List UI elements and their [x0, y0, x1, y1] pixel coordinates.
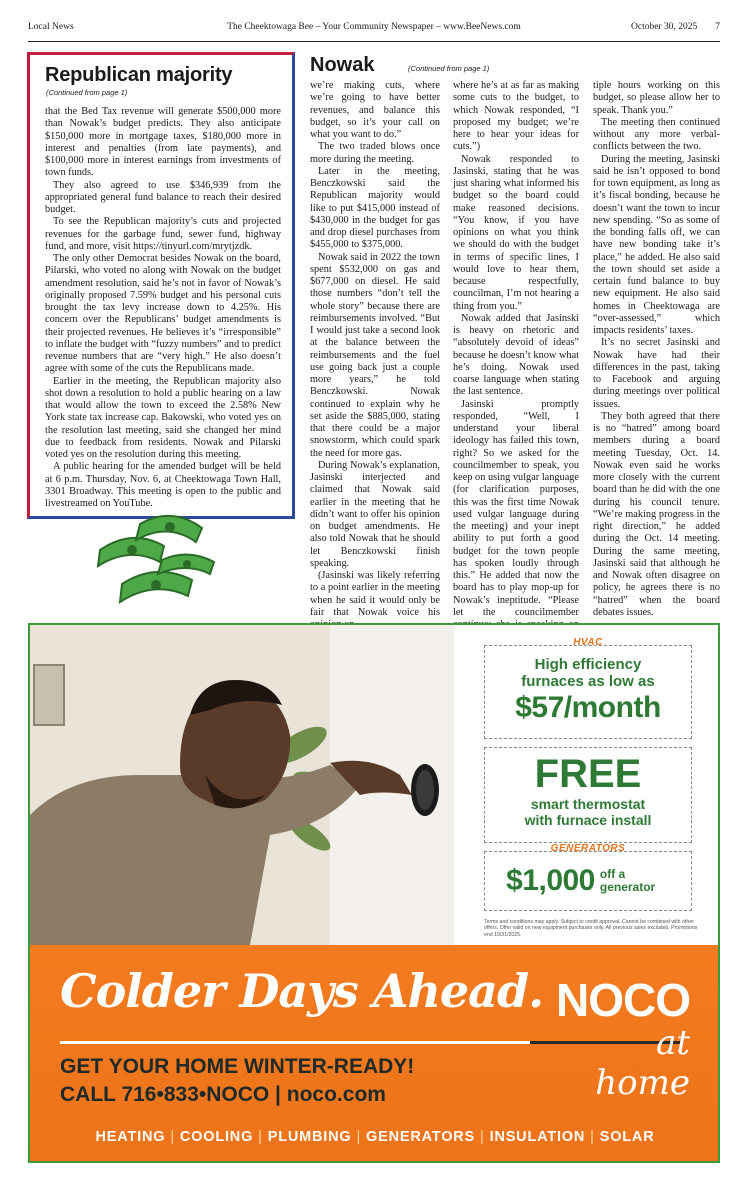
republican-continued: (Continued from page 1): [46, 88, 128, 97]
slogan-underline: [60, 1041, 530, 1044]
nowak-column-2: [453, 80, 579, 668]
paragraph: Later in the meeting, Benczkowski said the Republican majority would like to put $415,000 instead of $430,000 in the budget for gas and drop diesel purchases from $455,000 to $375,000.: [310, 165, 440, 251]
paragraph: Nowak added that Jasinski is heavy on rhetoric and “absolutely devoid of ideas” because he doesn’t know what he’s doing. Nowak used coarse language when stating the last sentence.: [453, 312, 579, 398]
terms-text: Terms and conditions may apply. Subject to credit approval. Cannot be combined with other offers. Offer valid on new equipment purchases only. All previous sales excluded. Promotions end 10/31/2025.: [484, 919, 698, 938]
generator-offer-row: [485, 864, 691, 898]
service-item: GENERATORS: [366, 1129, 476, 1145]
page-number: 7: [715, 22, 720, 32]
money-bills-icon: [92, 510, 222, 610]
date-page: [631, 22, 720, 32]
hvac-tag: HVAC: [573, 637, 603, 648]
offer2-line2: with furnace install: [524, 812, 652, 828]
offer3-price: $1,000: [506, 864, 595, 897]
header-rule: [28, 41, 720, 42]
noco-logo: NOCO: [556, 974, 690, 1026]
paragraph: A public hearing for the amended budget will be held at 6 p.m. Thursday, Nov. 6, at Cheektowaga Town Hall, 3301 Broadway. This meeting is open to the public and livestreamed on YouTube.: [45, 461, 281, 509]
man-adjusting-thermostat-image: [30, 625, 454, 945]
nowak-column-3: [593, 80, 720, 619]
furnace-offer: [484, 637, 692, 739]
services-list: HEATING | COOLING | PLUMBING | GENERATORS | INSULATION | SOLAR: [95, 1129, 655, 1145]
service-item: PLUMBING: [267, 1129, 352, 1145]
issue-date: October 30, 2025: [631, 22, 698, 32]
service-item: HEATING: [95, 1129, 166, 1145]
offers-panel: [454, 625, 720, 945]
nowak-headline: Nowak: [310, 54, 375, 76]
paragraph: that the Bed Tax revenue will generate $500,000 more than Nowak’s budget predicts. They also anticipate $150,000 more in mortgage taxes, $180,000 more in interest and penalties (from late payments), and $100,000 more in interest earnings from investments of town funds.: [45, 106, 281, 179]
ad-banner: [30, 945, 720, 1163]
paragraph: During Nowak’s explanation, Jasinski interjected and claimed that Nowak said earlier in the meeting that he didn’t want to offer his opinion on budget amendments. He also told Nowak that he should let Benczkowski finish speaking.: [310, 459, 440, 569]
paragraph: It’s no secret Jasinski and Nowak have had their differences in the past, taking to Facebook and arguing during meetings over political issues.: [593, 337, 720, 410]
generators-tag: GENERATORS: [550, 843, 626, 854]
offer2-free: FREE: [534, 752, 642, 796]
offer1-line2: furnaces as low as: [521, 673, 655, 690]
paragraph: Nowak responded to Jasinski, stating that he was just sharing what informed his budget so the board could make reasoned decisions. “You know, if you have opinions on what you think we should do with the budget in terms of specific lines, I would love to hear them, because respectfully, councilman, I’m not hearing a thing from you.”: [453, 153, 579, 312]
paragraph: They both agreed that there is no “hatred” among board members during a board meeting Tuesday, Oct. 14. Nowak even said he works more closely with the current board than he did with the one during his council tenure. “We’re making progress in the right direction,” he added during the Oct. 14 meeting. During the same meeting, Jasinski said that although he and Nowak often disagree on policy, he agrees there is no “hatred” when the board debates issues.: [593, 410, 720, 618]
offer1-price: $57/month: [515, 691, 661, 724]
service-item: COOLING: [179, 1129, 254, 1145]
offer3-text: off a generator: [599, 867, 656, 894]
paragraph: The only other Democrat besides Nowak on the board, Pilarski, who voted no along with Nowak on the budget amendment resolution, said he’s not in favor of Nowak’s originally proposed 7.59% budget and his personal cuts brought the tax levy increase down to 4.25%. His concern over the Republicans’ budget amendments is their projected revenues. He believes it’s “irresponsible” to inflate the budget with “fuzzy numbers” and to predict revenue numbers that are “very high.” He also doesn’t agree with some of the cuts the Republicans made.: [45, 253, 281, 375]
page-header: [28, 22, 720, 38]
paper-masthead: The Cheektowaga Bee – Your Community Newspaper – www.BeeNews.com: [227, 22, 521, 32]
paragraph: (Jasinski was likely referring to a point earlier in the meeting when he said it would only be fair that Nowak voice his: [310, 570, 440, 618]
republican-body: [45, 106, 281, 510]
paragraph: tiple hours working on this budget, so please allow her to speak. Thank you.”: [593, 80, 720, 116]
generator-offer: [484, 843, 692, 911]
paragraph: To see the Republican majority’s cuts and projected revenues for the garbage fund, sewer fund, highway fund, and more, visit https://tinyurl.com/mrytjzdk.: [45, 216, 281, 252]
call-to-action[interactable]: CALL 716•833•NOCO | noco.com: [60, 1083, 386, 1106]
section-label: Local News: [28, 22, 74, 32]
slogan: Colder Days Ahead.: [60, 964, 544, 1018]
offer2-line1: smart thermostat: [530, 796, 646, 812]
offer1-line1: High efficiency: [534, 656, 642, 673]
noco-advertisement: [28, 623, 720, 1163]
at-home-logo: at home: [595, 1023, 690, 1103]
paragraph: where he’s at as far as making some cuts to the budget, to which Nowak responded, “I proposed my budget; we’re here to hear your ideas for cuts.”): [453, 80, 579, 153]
paragraph: Jasinski promptly responded, “Well, I understand your liberal ideology has failed this town, right? So we asked for the councilmember to speak, you keep on using vulgar language (for clarification purposes, this was the first time Nowak used vulgar language during the meeting) and your inept ability to put forth a good budget for the town people has spoken loudly through this.” He added that now the board has to play mop-up for Nowak’s ineptitude. “Please let the councilmember: [453, 398, 579, 618]
winter-ready-text: GET YOUR HOME WINTER-READY!: [60, 1055, 415, 1078]
paragraph: The meeting then continued without any more verbal-conflicts between the two.: [593, 116, 720, 153]
paragraph: Nowak said in 2022 the town spent $532,000 on gas and $677,000 on diesel. He said those numbers “don’t tell the whole story” because there are reimbursements involved. “But I would just take a second look at the balance between the reimbursements and the fuel use going back just a couple more years,” he told Benczkowski. Nowak continued to explain why he set aside the $885,000, stating that there could be a major snowstorm, which could spark the need for more gas.: [310, 251, 440, 459]
republican-headline: Republican majority: [45, 64, 233, 86]
service-item: SOLAR: [599, 1129, 655, 1145]
paragraph: The two traded blows once more during the meeting.: [310, 141, 440, 165]
paragraph: Earlier in the meeting, the Republican majority also shot down a resolution to hold a public hearing on a law that would allow the town to exceed the 2.58% New York state tax increase cap. Bakowski, who voted yes on the resolution last meeting, said she changed her mind due to feedback from residents. Nowak and Pilarski voted yes on the resolution during this meeting.: [45, 375, 281, 460]
nowak-continued: (Continued from page 1): [408, 64, 490, 73]
paragraph: They also agreed to use $346,939 from the appropriated general fund balance to reach their desired budget.: [45, 179, 281, 215]
paragraph: During the meeting, Jasinski said he isn’t opposed to bond for town equipment, as long as it’s fiscal bonding, because he doesn’t want the town to incur new spending. “So as some of the bonding falls off, we can have new bonding take it’s place,” he added. He also said the town should set aside a certain fund balance to buy new equipment. He also said homes in Cheektowaga are “over-assessed,” which impacts residents’ taxes.: [593, 153, 720, 336]
nowak-column-1: [310, 80, 440, 631]
republican-majority-article: [27, 52, 295, 519]
thermostat-offer: [484, 747, 692, 843]
paragraph: we’re making cuts, where we’re going to have better revenues, and balance this budget, so it’s your call on what you want to do.”: [310, 80, 440, 140]
ad-photo: [30, 625, 454, 945]
service-item: INSULATION: [489, 1129, 586, 1145]
